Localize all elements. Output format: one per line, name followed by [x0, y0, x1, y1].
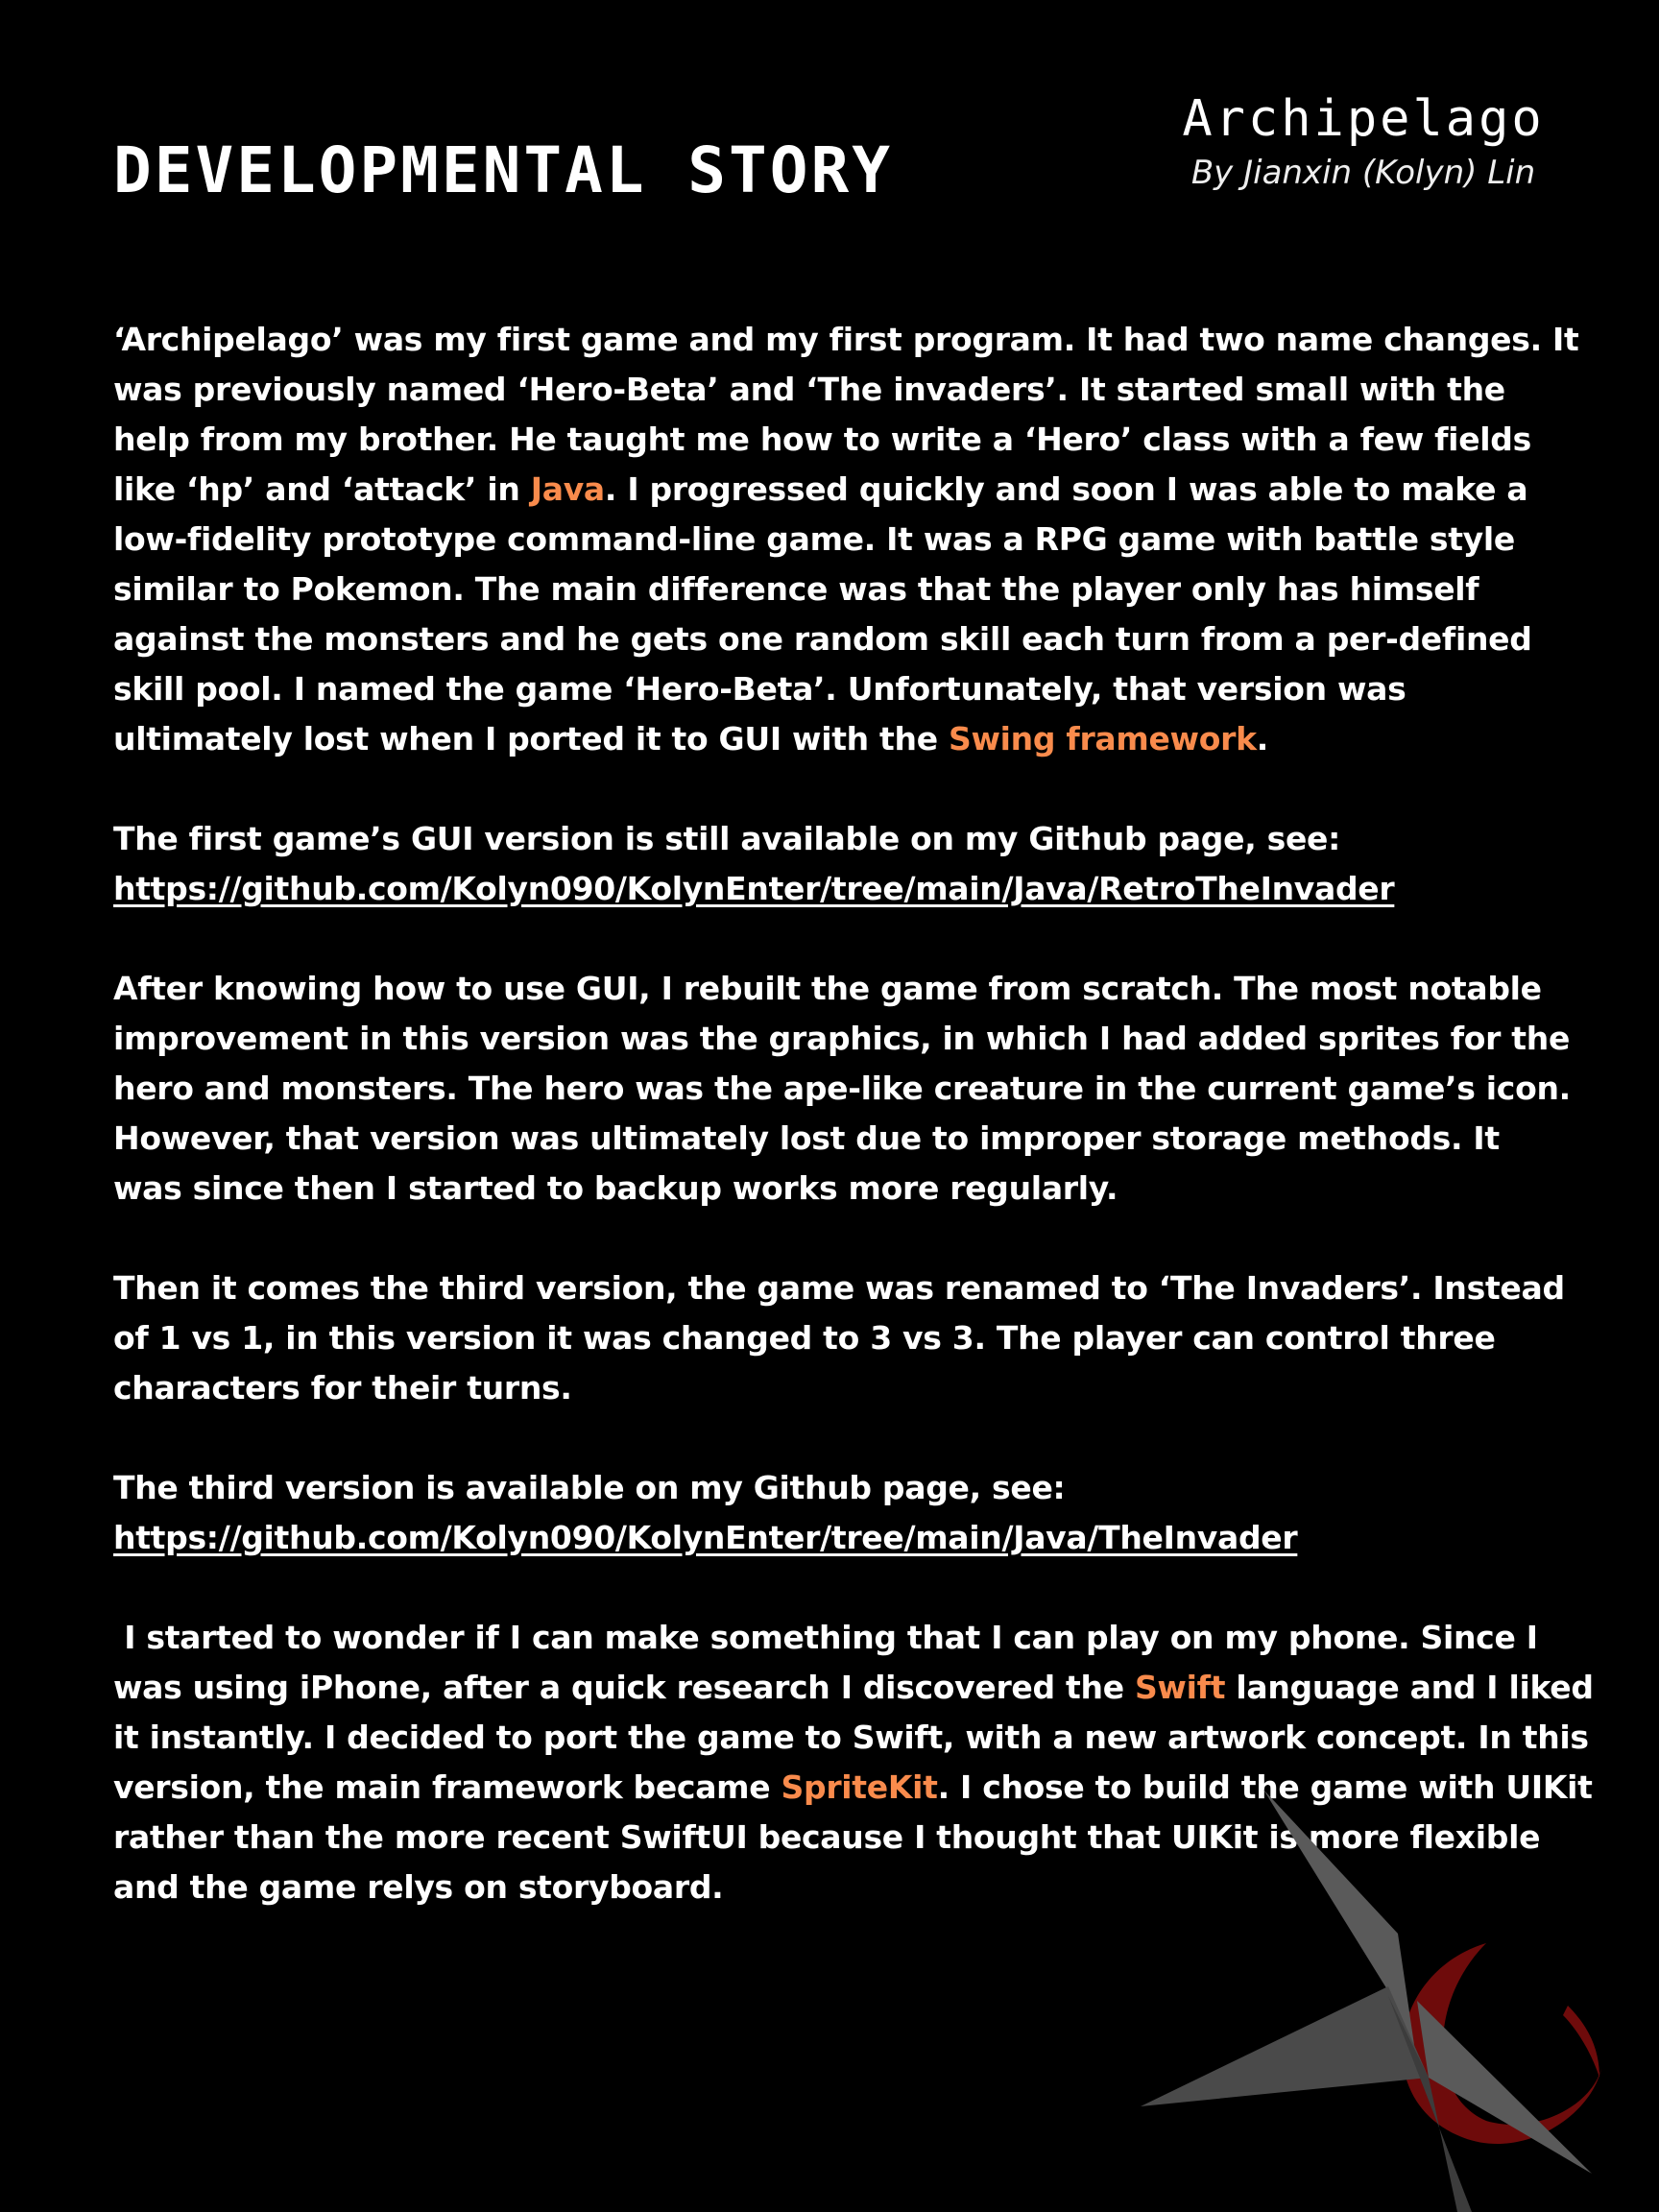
text-line: rather than the more recent SwiftUI because I thought that UIKit is more flexible — [113, 1818, 1541, 1856]
brand-block — [1133, 88, 1594, 196]
text-line: against the monsters and he gets one random skill each turn from a per-defined — [113, 620, 1532, 658]
text-line — [113, 1663, 1594, 1713]
story-content — [113, 315, 1594, 1962]
text-segment: . I progressed quickly and soon I was able to make a — [604, 470, 1528, 508]
text-segment: like ‘hp’ and ‘attack’ in — [113, 470, 531, 508]
text-line — [113, 714, 1553, 764]
text-segment: version, the main framework became — [113, 1768, 781, 1806]
page-title: DEVELOPMENTAL STORY — [113, 133, 893, 207]
archipelago-compass-logo-icon — [1141, 1790, 1659, 2212]
text-line: After knowing how to use GUI, I rebuilt the game from scratch. The most notable — [113, 970, 1542, 1007]
text-segment: ultimately lost when I ported it to GUI with the — [113, 720, 950, 757]
paragraph-third-version — [113, 1263, 1565, 1413]
text-line: skill pool. I named the game ‘Hero-Beta’. Unfortunately, that version was — [113, 670, 1407, 708]
text-line: ‘Archipelago’ was my first game and my first program. It had two name changes. It — [113, 321, 1579, 358]
logo-ring-tip — [1563, 2006, 1599, 2078]
text-line: and the game relys on storyboard. — [113, 1868, 724, 1906]
brand-name: Archipelago — [1182, 90, 1545, 148]
text-line: The third version is available on my Github page, see: — [113, 1469, 1066, 1506]
text-line: it instantly. I decided to port the game to Swift, with a new artwork concept. In this — [113, 1719, 1589, 1756]
logo-blade-left — [1141, 1986, 1429, 2106]
text-line: I started to wonder if I can make something that I can play on my phone. Since I — [113, 1619, 1538, 1656]
text-segment: . I chose to build the game with UIKit — [937, 1768, 1593, 1806]
paragraph-origin — [113, 315, 1579, 764]
paragraph-third-version-link — [113, 1463, 1553, 1563]
text-line: was previously named ‘Hero-Beta’ and ‘The invaders’. It started small with the — [113, 371, 1505, 408]
text-line: hero and monsters. The hero was the ape-like creature in the current game’s icon. — [113, 1070, 1571, 1107]
highlight-swing-framework: Swing framework — [949, 720, 1257, 757]
text-line: The first game’s GUI version is still available on my Github page, see: — [113, 820, 1341, 857]
paragraph-rebuild — [113, 964, 1571, 1214]
highlight-swift: Swift — [1134, 1669, 1226, 1706]
github-link-retro-the-invader[interactable]: https://github.com/Kolyn090/KolynEnter/tree/main/Java/RetroTheInvader — [113, 870, 1395, 907]
text-segment: was using iPhone, after a quick research I discovered the — [113, 1669, 1135, 1706]
github-link-the-invader[interactable]: https://github.com/Kolyn090/KolynEnter/tree/main/Java/TheInvader — [113, 1519, 1298, 1556]
text-line: of 1 vs 1, in this version it was changed to 3 vs 3. The player can control three — [113, 1319, 1496, 1357]
text-line: was since then I started to backup works more regularly. — [113, 1169, 1118, 1207]
paragraph-first-gui-link — [113, 814, 1553, 914]
highlight-java: Java — [530, 470, 605, 508]
text-line: Then it comes the third version, the game was renamed to ‘The Invaders’. Instead — [113, 1269, 1565, 1307]
highlight-spritekit: SpriteKit — [781, 1768, 938, 1806]
author-byline: By Jianxin (Kolyn) Lin — [1190, 154, 1536, 192]
text-segment: . — [1256, 720, 1268, 757]
text-line: similar to Pokemon. The main difference was that the player only has himself — [113, 570, 1479, 608]
text-line — [113, 465, 1553, 515]
text-line: improvement in this version was the graphics, in which I had added sprites for the — [113, 1020, 1571, 1057]
text-line: low-fidelity prototype command-line game. It was a RPG game with battle style — [113, 520, 1515, 558]
text-line: characters for their turns. — [113, 1369, 572, 1407]
text-segment: language and I liked — [1225, 1669, 1594, 1706]
text-line: help from my brother. He taught me how to write a ‘Hero’ class with a few fields — [113, 421, 1531, 458]
text-line: However, that version was ultimately lost due to improper storage methods. It — [113, 1119, 1500, 1157]
